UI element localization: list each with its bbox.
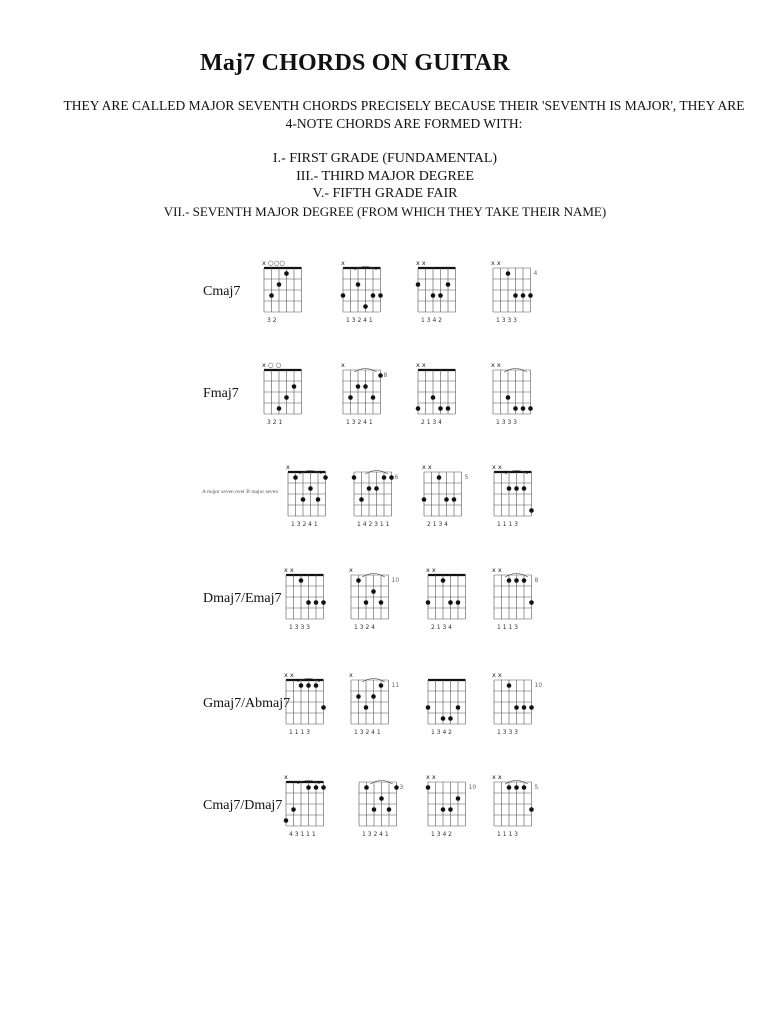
chord-diagram [488, 565, 543, 631]
fingering-numbers: 2 1 3 4 [421, 419, 442, 426]
finger-dot [372, 807, 377, 812]
finger-dot [364, 705, 369, 710]
intro-paragraph [40, 97, 768, 133]
finger-dot [284, 818, 289, 823]
finger-dot [299, 578, 304, 583]
finger-dot [301, 497, 306, 502]
finger-dot [507, 578, 512, 583]
finger-dot [371, 293, 376, 298]
finger-dot [456, 705, 461, 710]
finger-dot [284, 271, 289, 276]
finger-dot [348, 395, 353, 400]
finger-dot [284, 395, 289, 400]
finger-dot [521, 293, 526, 298]
finger-dot [341, 293, 346, 298]
finger-dot [452, 497, 457, 502]
finger-dot [416, 406, 421, 411]
fingering-numbers: 1 3 4 2 [421, 317, 442, 324]
finger-dot [507, 486, 512, 491]
chord-diagram [418, 462, 473, 528]
finger-dot [292, 384, 297, 389]
fingering-numbers: 4 3 1 1 1 [289, 831, 316, 838]
chord-row [0, 360, 768, 450]
fretboard-grid [488, 772, 543, 838]
chord-diagram [345, 670, 400, 736]
fingering-numbers: 2 1 3 4 [427, 521, 448, 528]
finger-dot [356, 578, 361, 583]
fingering-numbers: 1 3 2 4 1 [354, 729, 381, 736]
fret-position-number: 10 [391, 577, 400, 584]
open-muted-markers: x x [426, 773, 436, 781]
fret-position-number: 8 [534, 577, 539, 584]
fret-position-number: 10 [468, 784, 477, 791]
finger-dot [321, 600, 326, 605]
chord-name: Dmaj7/Emaj7 [203, 591, 282, 606]
finger-dot [306, 785, 311, 790]
open-muted-markers: x x [492, 566, 502, 574]
finger-dot [522, 705, 527, 710]
finger-dot [299, 683, 304, 688]
finger-dot [314, 600, 319, 605]
finger-dot [416, 282, 421, 287]
finger-dot [378, 293, 383, 298]
open-muted-markers: x [286, 463, 290, 471]
fret-position-number: 3 [399, 784, 404, 791]
finger-dot [364, 600, 369, 605]
fretboard-grid [487, 360, 542, 426]
chord-diagram [282, 462, 337, 528]
open-muted-markers: x [349, 671, 353, 679]
finger-dot [431, 395, 436, 400]
finger-dot [528, 293, 533, 298]
finger-dot [441, 578, 446, 583]
finger-dot [514, 785, 519, 790]
fingering-numbers: 2 1 3 4 [431, 624, 452, 631]
chord-name: Fmaj7 [203, 386, 239, 401]
finger-dot [426, 785, 431, 790]
chord-row [0, 670, 768, 760]
open-muted-markers: x ○ ○ [262, 361, 282, 369]
fretboard-grid [337, 258, 392, 324]
finger-dot [444, 497, 449, 502]
open-muted-markers: x x [491, 259, 501, 267]
fingering-numbers: 1 3 3 3 [496, 419, 517, 426]
chord-name: A major seven over B major seven [202, 489, 279, 495]
finger-dot [356, 694, 361, 699]
finger-dot [422, 497, 427, 502]
chord-diagram [487, 360, 542, 426]
fingering-numbers: 1 3 2 4 1 [362, 831, 389, 838]
finger-dot [371, 589, 376, 594]
finger-dot [378, 373, 383, 378]
fretboard-grid [422, 772, 477, 838]
open-muted-markers: x x [284, 566, 294, 574]
open-muted-markers: x x [426, 566, 436, 574]
fretboard-grid [337, 360, 392, 426]
finger-dot [364, 785, 369, 790]
intro-line-2: 4-NOTE CHORDS ARE FORMED WITH: [285, 116, 523, 131]
finger-dot [371, 395, 376, 400]
finger-dot [456, 600, 461, 605]
finger-dot [506, 395, 511, 400]
fingering-numbers: 1 1 1 3 [497, 521, 518, 528]
degree-list [150, 150, 620, 220]
finger-dot [441, 716, 446, 721]
chord-row [0, 772, 768, 862]
fingering-numbers: 1 3 2 4 [354, 624, 375, 631]
finger-dot [507, 683, 512, 688]
finger-dot [314, 683, 319, 688]
open-muted-markers: x [349, 566, 353, 574]
fingering-numbers: 1 3 4 2 [431, 831, 452, 838]
chord-diagram [345, 565, 400, 631]
fretboard-grid [280, 565, 335, 631]
fretboard-grid [488, 565, 543, 631]
fretboard-grid [345, 670, 400, 736]
finger-dot [522, 785, 527, 790]
finger-dot [522, 486, 527, 491]
open-muted-markers: x ○○○ [262, 259, 285, 267]
fretboard-grid [353, 772, 408, 838]
chord-diagram [422, 565, 477, 631]
chord-diagram [258, 360, 313, 426]
finger-dot [438, 406, 443, 411]
fretboard-grid [412, 258, 467, 324]
finger-dot [321, 705, 326, 710]
chord-diagram [488, 462, 543, 528]
chord-diagram [280, 565, 335, 631]
finger-dot [359, 497, 364, 502]
chord-diagram [258, 258, 313, 324]
finger-dot [456, 796, 461, 801]
chord-diagram [422, 670, 477, 736]
fretboard-grid [258, 360, 313, 426]
fret-position-number: 8 [383, 372, 388, 379]
chord-row [0, 565, 768, 655]
fretboard-grid [412, 360, 467, 426]
fret-position-number: 6 [394, 474, 399, 481]
finger-dot [514, 705, 519, 710]
fingering-numbers: 1 1 1 3 [497, 624, 518, 631]
open-muted-markers: x [341, 361, 345, 369]
finger-dot [441, 807, 446, 812]
fingering-numbers: 1 3 3 3 [497, 729, 518, 736]
chord-diagram [348, 462, 403, 528]
fretboard-grid [422, 565, 477, 631]
chord-row [0, 462, 768, 552]
open-muted-markers: x x [492, 773, 502, 781]
open-muted-markers: x x [284, 671, 294, 679]
fretboard-grid [282, 462, 337, 528]
finger-dot [529, 705, 534, 710]
fretboard-grid [422, 670, 477, 736]
finger-dot [446, 282, 451, 287]
finger-dot [448, 716, 453, 721]
chord-name: Cmaj7/Dmaj7 [203, 798, 283, 813]
fingering-numbers: 1 3 3 3 [289, 624, 310, 631]
open-muted-markers: x [284, 773, 288, 781]
open-muted-markers: x x [492, 671, 502, 679]
degree-item: VII.- SEVENTH MAJOR DEGREE (FROM WHICH THEY TAKE THEIR NAME) [163, 203, 607, 219]
fingering-numbers: 1 1 1 3 [497, 831, 518, 838]
finger-dot [387, 807, 392, 812]
chord-diagram [422, 772, 477, 838]
finger-dot [306, 683, 311, 688]
open-muted-markers: x x [491, 361, 501, 369]
finger-dot [528, 406, 533, 411]
finger-dot [438, 293, 443, 298]
finger-dot [293, 475, 298, 480]
finger-dot [308, 486, 313, 491]
finger-dot [277, 282, 282, 287]
fingering-numbers: 1 1 1 3 [289, 729, 310, 736]
fretboard-grid [280, 772, 335, 838]
fingering-numbers: 3 2 [267, 317, 277, 324]
finger-dot [379, 796, 384, 801]
finger-dot [356, 384, 361, 389]
finger-dot [426, 600, 431, 605]
fretboard-grid [487, 258, 542, 324]
finger-dot [506, 271, 511, 276]
finger-dot [529, 508, 534, 513]
finger-dot [363, 304, 368, 309]
finger-dot [306, 600, 311, 605]
page-title: Maj7 CHORDS ON GUITAR [200, 50, 510, 76]
finger-dot [529, 600, 534, 605]
finger-dot [446, 406, 451, 411]
fretboard-grid [280, 670, 335, 736]
finger-dot [394, 785, 399, 790]
chord-row [0, 258, 768, 348]
fingering-numbers: 3 2 1 [267, 419, 283, 426]
finger-dot [314, 785, 319, 790]
fingering-numbers: 1 3 2 4 1 [346, 317, 373, 324]
chord-name: Cmaj7 [203, 284, 241, 299]
finger-dot [514, 486, 519, 491]
finger-dot [513, 293, 518, 298]
fret-position-number: 10 [534, 682, 543, 689]
finger-dot [507, 785, 512, 790]
finger-dot [316, 497, 321, 502]
finger-dot [389, 475, 394, 480]
fingering-numbers: 1 3 4 2 [431, 729, 452, 736]
fretboard-grid [488, 670, 543, 736]
finger-dot [431, 293, 436, 298]
chord-diagram [488, 670, 543, 736]
chord-diagram [337, 360, 392, 426]
finger-dot [291, 807, 296, 812]
finger-dot [321, 785, 326, 790]
finger-dot [521, 406, 526, 411]
finger-dot [352, 475, 357, 480]
finger-dot [522, 578, 527, 583]
chord-diagram [353, 772, 408, 838]
finger-dot [426, 705, 431, 710]
finger-dot [323, 475, 328, 480]
fingering-numbers: 1 3 2 4 1 [346, 419, 373, 426]
degree-item: I.- FIRST GRADE (FUNDAMENTAL) [272, 151, 498, 166]
finger-dot [382, 475, 387, 480]
finger-dot [448, 600, 453, 605]
chord-diagram [337, 258, 392, 324]
fretboard-grid [345, 565, 400, 631]
open-muted-markers: x x [422, 463, 432, 471]
open-muted-markers: x x [416, 259, 426, 267]
chord-diagram [487, 258, 542, 324]
degree-item: V.- FIFTH GRADE FAIR [312, 186, 458, 201]
finger-dot [374, 486, 379, 491]
open-muted-markers: x [341, 259, 345, 267]
chord-diagram [412, 360, 467, 426]
finger-dot [514, 578, 519, 583]
fretboard-grid [258, 258, 313, 324]
finger-dot [367, 486, 372, 491]
finger-dot [277, 406, 282, 411]
chord-diagram [280, 670, 335, 736]
open-muted-markers: x x [416, 361, 426, 369]
fretboard-grid [488, 462, 543, 528]
finger-dot [363, 384, 368, 389]
finger-dot [269, 293, 274, 298]
chord-diagram [412, 258, 467, 324]
fret-position-number: 5 [464, 474, 469, 481]
finger-dot [529, 807, 534, 812]
finger-dot [379, 683, 384, 688]
fingering-numbers: 1 3 2 4 1 [291, 521, 318, 528]
fingering-numbers: 1 3 3 3 [496, 317, 517, 324]
chord-diagram [488, 772, 543, 838]
finger-dot [356, 282, 361, 287]
finger-dot [513, 406, 518, 411]
fretboard-grid [348, 462, 403, 528]
chord-diagram [280, 772, 335, 838]
fretboard-grid [418, 462, 473, 528]
intro-line-1: THEY ARE CALLED MAJOR SEVENTH CHORDS PRECISELY BECAUSE THEIR 'SEVENTH IS MAJOR', THEY ARE [63, 98, 745, 113]
fingering-numbers: 1 4 2 3 1 1 [357, 521, 390, 528]
fret-position-number: 11 [391, 682, 400, 689]
degree-item: III.- THIRD MAJOR DEGREE [296, 168, 474, 184]
finger-dot [371, 694, 376, 699]
finger-dot [448, 807, 453, 812]
open-muted-markers: x x [492, 463, 502, 471]
finger-dot [437, 475, 442, 480]
fret-position-number: 4 [533, 270, 538, 277]
finger-dot [379, 600, 384, 605]
fret-position-number: 5 [534, 784, 539, 791]
chord-name: Gmaj7/Abmaj7 [203, 696, 291, 711]
